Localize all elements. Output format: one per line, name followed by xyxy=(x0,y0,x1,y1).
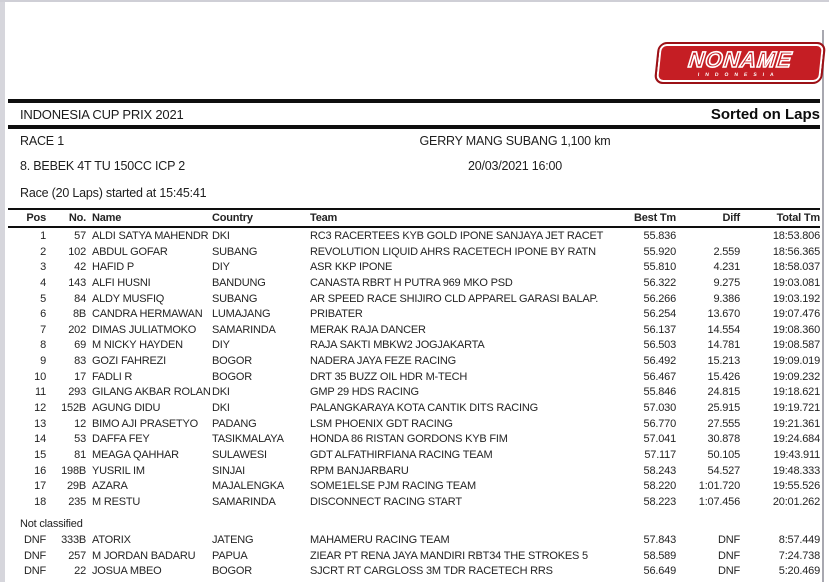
cell-name: YUSRIL IM xyxy=(92,464,145,477)
cell-name: AGUNG DIDU xyxy=(92,402,161,415)
cell-total: 19:08.360 xyxy=(772,323,820,336)
cell-country: BOGOR xyxy=(212,370,252,383)
cell-total: 5:20.469 xyxy=(778,565,820,578)
cell-diff: 50.105 xyxy=(707,448,740,461)
cell-team: GDT ALFATHIRFIANA RACING TEAM xyxy=(310,448,493,461)
cell-country: SAMARINDA xyxy=(212,495,276,508)
cell-pos: 16 xyxy=(34,464,46,477)
cell-no: 152B xyxy=(61,402,86,415)
cell-name: DAFFA FEY xyxy=(92,433,150,446)
noname-logo-text: NONAME xyxy=(687,46,794,72)
cell-team: MAHAMERU RACING TEAM xyxy=(310,534,450,546)
cell-no: 8B xyxy=(72,308,86,321)
cell-pos: 9 xyxy=(40,355,46,368)
cell-name: ALDI SATYA MAHENDR xyxy=(92,230,209,242)
cell-country: PADANG xyxy=(212,417,257,430)
cell-no: 257 xyxy=(68,549,86,562)
cell-name: DIMAS JULIATMOKO xyxy=(92,323,197,336)
cell-name: ABDUL GOFAR xyxy=(92,245,168,258)
cell-best: 58.223 xyxy=(643,495,676,508)
cell-best: 58.243 xyxy=(643,464,676,477)
cell-team: PRIBATER xyxy=(310,308,363,321)
cell-team: RPM BANJARBARU xyxy=(310,464,409,477)
cell-diff: DNF xyxy=(717,565,740,578)
table-row xyxy=(8,307,820,323)
cell-total: 19:19.721 xyxy=(772,402,820,415)
table-row xyxy=(8,495,820,511)
race-started-label: Race (20 Laps) started at 15:45:41 xyxy=(20,186,207,200)
cell-pos: 12 xyxy=(34,402,46,415)
table-row xyxy=(8,564,820,580)
cell-total: 8:57.449 xyxy=(778,534,820,546)
cell-total: 18:58.037 xyxy=(772,261,820,274)
cell-country: BOGOR xyxy=(212,565,252,578)
cell-no: 69 xyxy=(74,339,86,352)
cell-total: 20:01.262 xyxy=(772,495,820,508)
cell-team: CANASTA RBRT H PUTRA 969 MKO PSD xyxy=(310,276,513,289)
table-row xyxy=(8,354,820,370)
class-label: 8. BEBEK 4T TU 150CC ICP 2 xyxy=(20,159,186,173)
cell-diff: 27.555 xyxy=(707,417,740,430)
cell-best: 56.137 xyxy=(643,323,676,336)
cell-no: 57 xyxy=(74,230,86,242)
cell-best: 56.322 xyxy=(643,276,676,289)
cell-best: 55.920 xyxy=(643,245,676,258)
cell-no: 42 xyxy=(74,261,86,274)
race-label: RACE 1 xyxy=(20,134,64,148)
cell-pos: DNF xyxy=(23,549,46,562)
cell-no: 83 xyxy=(74,355,86,368)
table-row xyxy=(8,260,820,276)
cell-country: DIY xyxy=(212,339,230,352)
col-header-team: Team xyxy=(310,212,338,224)
race-line xyxy=(20,134,820,150)
cell-team: ASR KKP IPONE xyxy=(310,261,393,274)
cell-team: AR SPEED RACE SHIJIRO CLD APPAREL GARASI BALAP. xyxy=(310,292,599,305)
cell-team: HONDA 86 RISTAN GORDONS KYB FIM xyxy=(310,433,508,446)
cell-name: JOSUA MBEO xyxy=(92,565,162,578)
cell-team: NADERA JAYA FEZE RACING xyxy=(310,355,456,368)
cell-country: SULAWESI xyxy=(212,448,267,461)
cell-no: 202 xyxy=(68,323,86,336)
cell-name: FADLI R xyxy=(92,370,133,383)
cell-no: 102 xyxy=(68,245,86,258)
table-row xyxy=(8,432,820,448)
cell-team: LSM PHOENIX GDT RACING xyxy=(310,417,453,430)
class-line xyxy=(20,159,820,175)
cell-best: 58.589 xyxy=(643,549,676,562)
cell-no: 333B xyxy=(61,534,86,546)
cell-name: GILANG AKBAR ROLAN xyxy=(92,386,211,399)
cell-name: HAFID P xyxy=(92,261,134,274)
cell-name: M NICKY HAYDEN xyxy=(92,339,183,352)
title-rule xyxy=(8,125,820,129)
cell-best: 55.846 xyxy=(643,386,676,399)
cell-best: 57.030 xyxy=(643,402,676,415)
cell-country: MAJALENGKA xyxy=(212,480,284,493)
cell-diff: 30.878 xyxy=(707,433,740,446)
cell-team: REVOLUTION LIQUID AHRS RACETECH IPONE BY RATN xyxy=(310,245,596,258)
cell-best: 57.041 xyxy=(643,433,676,446)
table-row xyxy=(8,370,820,386)
cell-pos: 11 xyxy=(34,386,46,399)
table-row xyxy=(8,292,820,308)
cell-pos: 18 xyxy=(34,495,46,508)
cell-country: DKI xyxy=(212,230,230,242)
cell-pos: 1 xyxy=(40,230,46,242)
table-row xyxy=(8,549,820,565)
cell-best: 57.843 xyxy=(643,534,676,546)
cell-pos: 13 xyxy=(34,417,46,430)
cell-best: 56.266 xyxy=(643,292,676,305)
classified-rows xyxy=(8,229,820,511)
cell-name: ALFI HUSNI xyxy=(92,276,151,289)
cell-pos: 7 xyxy=(40,323,46,336)
cell-best: 57.117 xyxy=(644,448,676,461)
cell-diff: 15.426 xyxy=(707,370,740,383)
cell-no: 84 xyxy=(74,292,86,305)
cell-best: 56.492 xyxy=(643,355,676,368)
cell-country: SUBANG xyxy=(212,292,258,305)
cell-country: SINJAI xyxy=(212,464,246,477)
cell-no: 53 xyxy=(74,433,86,446)
cell-name: ALDY MUSFIQ xyxy=(92,292,165,305)
cell-country: DIY xyxy=(212,261,230,274)
cell-country: BOGOR xyxy=(212,355,252,368)
table-row xyxy=(8,464,820,480)
cell-pos: DNF xyxy=(23,565,46,578)
cell-country: SAMARINDA xyxy=(212,323,276,336)
cell-diff: 13.670 xyxy=(707,308,740,321)
cell-best: 56.467 xyxy=(643,370,676,383)
cell-pos: 14 xyxy=(34,433,46,446)
cell-no: 235 xyxy=(68,495,86,508)
cell-team: RAJA SAKTI MBKW2 JOGJAKARTA xyxy=(310,339,485,352)
cell-team: GMP 29 HDS RACING xyxy=(310,386,419,399)
cell-country: BANDUNG xyxy=(212,276,266,289)
cell-total: 19:43.911 xyxy=(773,448,820,461)
col-header-no: No. xyxy=(68,212,86,224)
col-header-pos: Pos xyxy=(26,212,46,224)
cell-name: MEAGA QAHHAR xyxy=(92,448,179,461)
noname-logo xyxy=(654,42,826,84)
datetime-label: 20/03/2021 16:00 xyxy=(467,159,563,173)
cell-pos: 5 xyxy=(40,292,46,305)
page-edge-left xyxy=(0,2,5,582)
cell-team: MERAK RAJA DANCER xyxy=(310,323,426,336)
title-row xyxy=(20,103,820,125)
noname-logo-subtext: INDONESIA xyxy=(697,71,780,78)
cell-no: 29B xyxy=(67,480,86,493)
cell-diff: 1:01.720 xyxy=(698,480,740,493)
cell-total: 18:56.365 xyxy=(772,245,820,258)
cell-no: 22 xyxy=(74,565,86,578)
cell-total: 19:08.587 xyxy=(772,339,820,352)
cell-pos: DNF xyxy=(23,534,46,546)
table-row xyxy=(8,385,820,401)
cell-pos: 10 xyxy=(34,370,46,383)
cell-pos: 6 xyxy=(40,308,46,321)
cell-no: 143 xyxy=(68,276,86,289)
cell-best: 56.649 xyxy=(643,565,676,578)
cell-pos: 4 xyxy=(40,276,46,289)
cell-best: 55.836 xyxy=(643,230,676,242)
cell-name: M RESTU xyxy=(92,495,141,508)
col-header-name: Name xyxy=(92,212,122,224)
cell-diff: DNF xyxy=(717,534,740,546)
cell-diff: 14.554 xyxy=(707,323,740,336)
table-row xyxy=(8,276,820,292)
cell-team: PALANGKARAYA KOTA CANTIK DITS RACING xyxy=(310,402,538,415)
cell-diff: 4.231 xyxy=(713,261,740,274)
cell-pos: 3 xyxy=(40,261,46,274)
cell-diff: 2.559 xyxy=(713,245,740,258)
table-row xyxy=(8,401,820,417)
cell-no: 198B xyxy=(61,464,86,477)
cell-country: DKI xyxy=(212,402,230,415)
cell-best: 56.770 xyxy=(643,417,676,430)
table-row xyxy=(8,533,820,549)
cell-total: 19:21.361 xyxy=(772,417,820,430)
table-row xyxy=(8,245,820,261)
cell-pos: 15 xyxy=(34,448,46,461)
col-header-diff: Diff xyxy=(722,212,740,224)
cell-country: SUBANG xyxy=(212,245,258,258)
cell-diff: 9.386 xyxy=(713,292,740,305)
cell-no: 17 xyxy=(74,370,86,383)
col-header-total-tm: Total Tm xyxy=(776,212,820,224)
cell-team: ZIEAR PT RENA JAYA MANDIRI RBT34 THE STROKES 5 xyxy=(310,549,588,562)
cell-team: RC3 RACERTEES KYB GOLD IPONE SANJAYA JET RACET xyxy=(310,230,604,242)
not-classified-label: Not classified xyxy=(20,518,83,530)
cell-team: SJCRT RT CARGLOSS 3M TDR RACETECH RRS xyxy=(310,565,553,578)
cell-total: 19:55.526 xyxy=(772,480,820,493)
cell-pos: 2 xyxy=(40,245,46,258)
cell-name: AZARA xyxy=(92,480,128,493)
cell-diff: 25.915 xyxy=(707,402,740,415)
cell-name: BIMO AJI PRASETYO xyxy=(92,417,199,430)
table-row xyxy=(8,338,820,354)
col-header-country: Country xyxy=(212,212,253,224)
cell-total: 19:48.333 xyxy=(772,464,820,477)
cell-no: 81 xyxy=(74,448,86,461)
col-header-best-tm: Best Tm xyxy=(634,212,676,224)
cell-total: 19:09.232 xyxy=(772,370,820,383)
cell-country: DKI xyxy=(212,386,230,399)
table-row xyxy=(8,229,820,245)
cell-diff xyxy=(676,229,740,245)
location-label: GERRY MANG SUBANG 1,100 km xyxy=(419,134,611,148)
table-header xyxy=(8,208,820,228)
cell-team: SOME1ELSE PJM RACING TEAM xyxy=(310,480,476,493)
cell-best: 55.810 xyxy=(643,261,676,274)
cell-name: GOZI FAHREZI xyxy=(92,355,166,368)
cell-diff: 24.815 xyxy=(707,386,740,399)
cell-name: M JORDAN BADARU xyxy=(92,549,196,562)
cell-name: ATORIX xyxy=(92,534,131,546)
sorted-on-laps-label: Sorted on Laps xyxy=(710,105,820,123)
cell-country: TASIKMALAYA xyxy=(212,433,284,446)
table-row xyxy=(8,323,820,339)
cell-country: JATENG xyxy=(212,534,254,546)
cell-total: 19:03.192 xyxy=(772,292,820,305)
table-row xyxy=(8,417,820,433)
table-row xyxy=(8,448,820,464)
cell-pos: 17 xyxy=(34,480,46,493)
cell-total: 19:03.081 xyxy=(772,276,820,289)
cell-best: 56.254 xyxy=(643,308,676,321)
cell-no: 12 xyxy=(74,417,86,430)
cell-name: CANDRA HERMAWAN xyxy=(92,308,203,321)
cell-team: DISCONNECT RACING START xyxy=(310,495,462,508)
cell-diff: 54.527 xyxy=(707,464,740,477)
cell-diff: 14.781 xyxy=(707,339,740,352)
cell-team: DRT 35 BUZZ OIL HDR M-TECH xyxy=(310,370,468,383)
cell-diff: 15.213 xyxy=(707,355,740,368)
cell-country: PAPUA xyxy=(212,549,248,562)
cell-no: 293 xyxy=(68,386,86,399)
cell-total: 19:18.621 xyxy=(772,386,820,399)
cell-diff: 9.275 xyxy=(713,276,740,289)
cell-country: LUMAJANG xyxy=(212,308,271,321)
event-title: INDONESIA CUP PRIX 2021 xyxy=(20,106,184,122)
table-row xyxy=(8,479,820,495)
cell-total: 19:09.019 xyxy=(772,355,820,368)
cell-total: 19:24.684 xyxy=(772,433,820,446)
page-edge-right xyxy=(822,30,824,582)
cell-best: 56.503 xyxy=(643,339,676,352)
cell-diff: 1:07.456 xyxy=(698,495,740,508)
cell-total: 7:24.738 xyxy=(778,549,820,562)
not-classified-rows xyxy=(8,533,820,580)
cell-total: 18:53.806 xyxy=(772,230,820,242)
cell-diff: DNF xyxy=(717,549,740,562)
cell-total: 19:07.476 xyxy=(772,308,820,321)
cell-best: 58.220 xyxy=(643,480,676,493)
cell-pos: 8 xyxy=(40,339,46,352)
